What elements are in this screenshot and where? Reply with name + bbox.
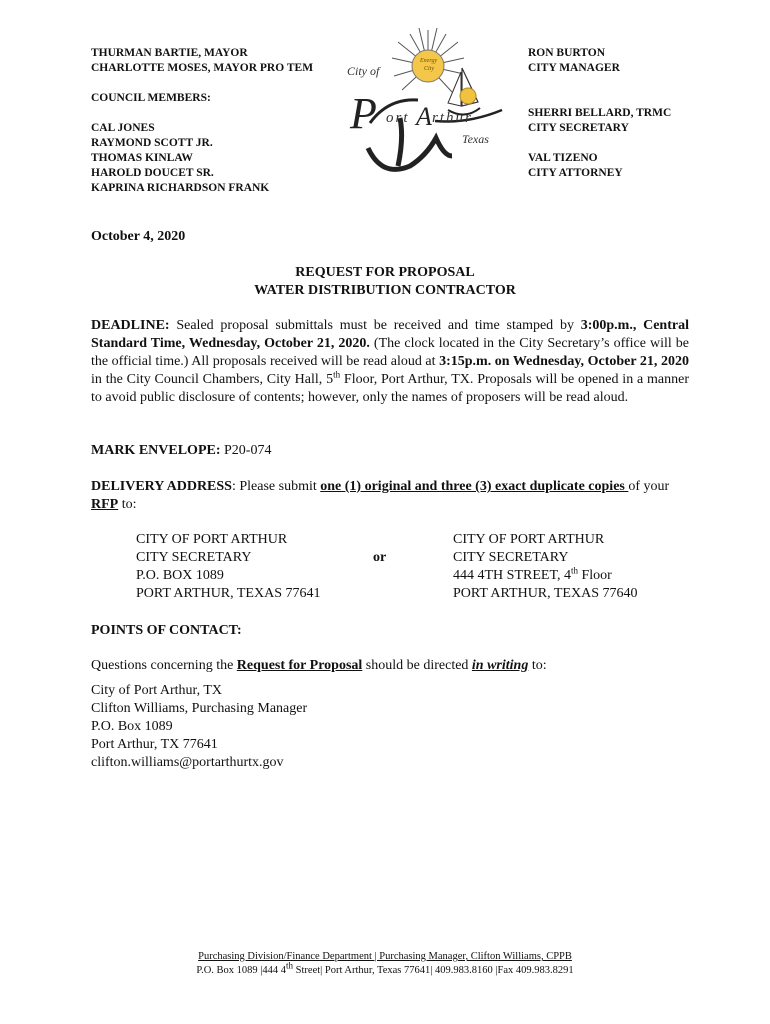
contact-line: P.O. Box 1089 [91, 719, 173, 734]
mark-envelope-value: P20-074 [220, 443, 272, 458]
mark-envelope [91, 442, 689, 460]
contact-line: Clifton Williams, Purchasing Manager [91, 701, 308, 716]
contact-line: City of Port Arthur, TX [91, 683, 223, 698]
title-line-1: REQUEST FOR PROPOSAL [295, 265, 475, 280]
address-line: CITY SECRETARY [453, 550, 569, 565]
contact-email[interactable]: clifton.williams@portarthurtx.gov [91, 755, 284, 770]
address-line: PORT ARTHUR, TEXAS 77641 [136, 586, 321, 601]
logo-sun-text-1: Energy [420, 58, 438, 64]
mayor-pro-tem-line: CHARLOTTE MOSES, MAYOR PRO TEM [91, 62, 314, 74]
footer-line-1: Purchasing Division/Finance Department | Purchasing Manager, Clifton Williams, CPPB [198, 951, 572, 962]
logo-arthur-a: A [416, 102, 432, 131]
deadline-time: 3:00p.m., Central Standard Time, Wednesday, October 21, 2020. [91, 318, 689, 351]
logo-sun-text-2: City [424, 66, 434, 72]
deadline-label: DEADLINE: [91, 318, 170, 333]
contact-line: Port Arthur, TX 77641 [91, 737, 218, 752]
logo-city-of: City of [347, 64, 380, 78]
contact-heading: POINTS OF CONTACT: [91, 623, 242, 638]
copies-requirement: one (1) original and three (3) exact duplicate copies [320, 479, 629, 494]
city-attorney-name: VAL TIZENO [528, 152, 598, 164]
mark-envelope-label: MARK ENVELOPE: [91, 443, 221, 458]
city-attorney-title: CITY ATTORNEY [528, 167, 623, 179]
logo-port-p: P [350, 89, 377, 138]
delivery-text: of your [628, 479, 670, 494]
deadline-text: Sealed proposal submittals must be received and time stamped by [169, 318, 581, 333]
city-manager-title: CITY MANAGER [528, 62, 620, 74]
header-right [528, 46, 671, 181]
address-or: or [373, 550, 387, 565]
council-member: CAL JONES [91, 122, 155, 134]
address-line: 444 4TH STREET, 4th Floor [453, 565, 612, 583]
letter-date: October 4, 2020 [91, 229, 186, 244]
reading-time: 3:15p.m. on Wednesday, October 21, 2020 [439, 354, 689, 369]
address-line: CITY OF PORT ARTHUR [453, 532, 605, 547]
footer-line-2: P.O. Box 1089 |444 4th Street| Port Arthur, Texas 77641| 409.983.8160 |Fax 409.983.8291 [196, 960, 574, 976]
city-manager-name: RON BURTON [528, 47, 606, 59]
delivery-text: to: [118, 497, 137, 512]
council-member: THOMAS KINLAW [91, 152, 193, 164]
superscript: th [286, 960, 294, 971]
logo-arthur-rest: rthur [432, 110, 473, 126]
logo-texas: Texas [462, 132, 489, 146]
header-left [91, 46, 313, 196]
council-member: KAPRINA RICHARDSON FRANK [91, 182, 270, 194]
in-writing: in writing [471, 658, 529, 673]
page-footer [0, 950, 770, 978]
city-secretary-name: SHERRI BELLARD, TRMC [528, 107, 672, 119]
contact-block [91, 682, 689, 772]
questions-line: Questions concerning the Request for Proposal should be directed in writing to: [91, 658, 547, 673]
mayor-line: THURMAN BARTIE, MAYOR [91, 47, 248, 59]
address-line: P.O. BOX 1089 [136, 568, 224, 583]
address-line: CITY SECRETARY [136, 550, 252, 565]
logo-port-rest: ort [386, 110, 410, 126]
address-line: PORT ARTHUR, TEXAS 77640 [453, 586, 638, 601]
rfp-link-text: Request for Proposal [236, 658, 363, 673]
deadline-text: in the City Council Chambers, City Hall, 5 [91, 372, 334, 387]
superscript: th [333, 369, 341, 380]
delivery-paragraph [91, 478, 689, 514]
delivery-label: DELIVERY ADDRESS [91, 479, 232, 494]
title-line-2: WATER DISTRIBUTION CONTRACTOR [254, 283, 516, 298]
mailing-address [136, 531, 321, 603]
document-title [0, 264, 770, 300]
delivery-text: : Please submit [231, 479, 321, 494]
rfp-abbrev: RFP [91, 497, 119, 512]
city-secretary-title: CITY SECRETARY [528, 122, 629, 134]
council-heading: COUNCIL MEMBERS: [91, 92, 211, 104]
deadline-text: Floor, Port Arthur, TX. Proposals will be opened in a manner to avoid public disclosure of contents; however, only the names of proposers will be read aloud. [91, 372, 690, 405]
address-line: CITY OF PORT ARTHUR [136, 532, 288, 547]
superscript: th [570, 565, 578, 576]
council-member: HAROLD DOUCET SR. [91, 167, 214, 179]
deadline-paragraph [91, 317, 689, 407]
city-logo [340, 28, 520, 188]
street-address [453, 531, 638, 603]
deadline-text: (The clock located in the City Secretary’s office will be the official time.) All proposals received will be read aloud at [91, 336, 689, 369]
council-member: RAYMOND SCOTT JR. [91, 137, 213, 149]
